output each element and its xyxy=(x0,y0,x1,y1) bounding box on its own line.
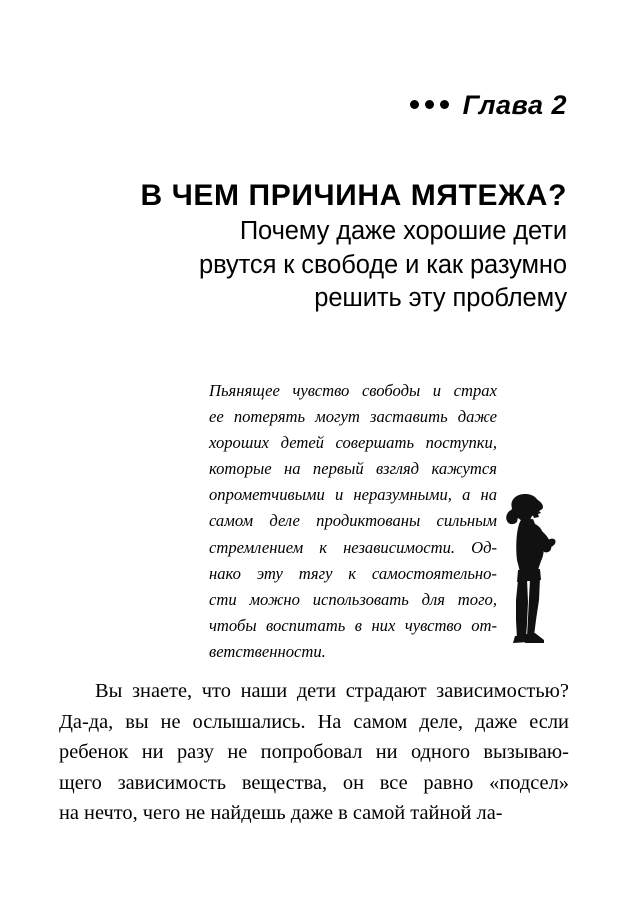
body-line: щего зависимость вещества, он все равно «подсел» xyxy=(59,771,569,794)
epigraph-line: хороших детей совершать поступки, xyxy=(209,433,497,453)
body-line: ребенок ни разу не попробовал ни одного вызываю- xyxy=(59,741,569,764)
three-dots-icon xyxy=(410,100,449,109)
subtitle-line: решить эту проблему xyxy=(314,284,567,313)
epigraph-line: чтобы воспитать в них чувство от- xyxy=(209,615,497,635)
epigraph-line: опрометчивыми и неразумными, а на xyxy=(209,485,497,505)
body-paragraph xyxy=(59,676,569,829)
epigraph-line: самом деле продиктованы сильным xyxy=(209,511,497,531)
page-subtitle xyxy=(55,215,567,316)
chapter-marker xyxy=(410,92,567,119)
epigraph-line: ее потерять могут заставить даже xyxy=(209,407,497,427)
epigraph-line: ветственности. xyxy=(209,641,326,661)
page-title: В ЧЕМ ПРИЧИНА МЯТЕЖА? xyxy=(140,179,567,213)
epigraph-line: сти можно использовать для того, xyxy=(209,589,497,609)
epigraph-line: нако эту тягу к самостоятельно- xyxy=(209,563,497,583)
body-line: Вы знаете, что наши дети страдают зависимостью? xyxy=(95,680,569,702)
epigraph-line: которые на первый взгляд кажутся xyxy=(209,459,497,479)
teen-silhouette-illustration xyxy=(500,490,570,650)
body-line: Да-да, вы не ослышались. На самом деле, даже если xyxy=(59,710,569,733)
subtitle-line: рвутся к свободе и как разумно xyxy=(199,250,567,279)
epigraph-line: Пьянящее чувство свободы и страх xyxy=(209,381,497,400)
chapter-label: Глава 2 xyxy=(462,90,567,120)
epigraph xyxy=(209,378,497,665)
body-line: на нечто, чего не найдешь даже в самой тайной ла- xyxy=(59,802,503,825)
subtitle-line: Почему даже хорошие дети xyxy=(239,217,567,245)
epigraph-line: стремлением к независимости. Од- xyxy=(209,537,497,557)
